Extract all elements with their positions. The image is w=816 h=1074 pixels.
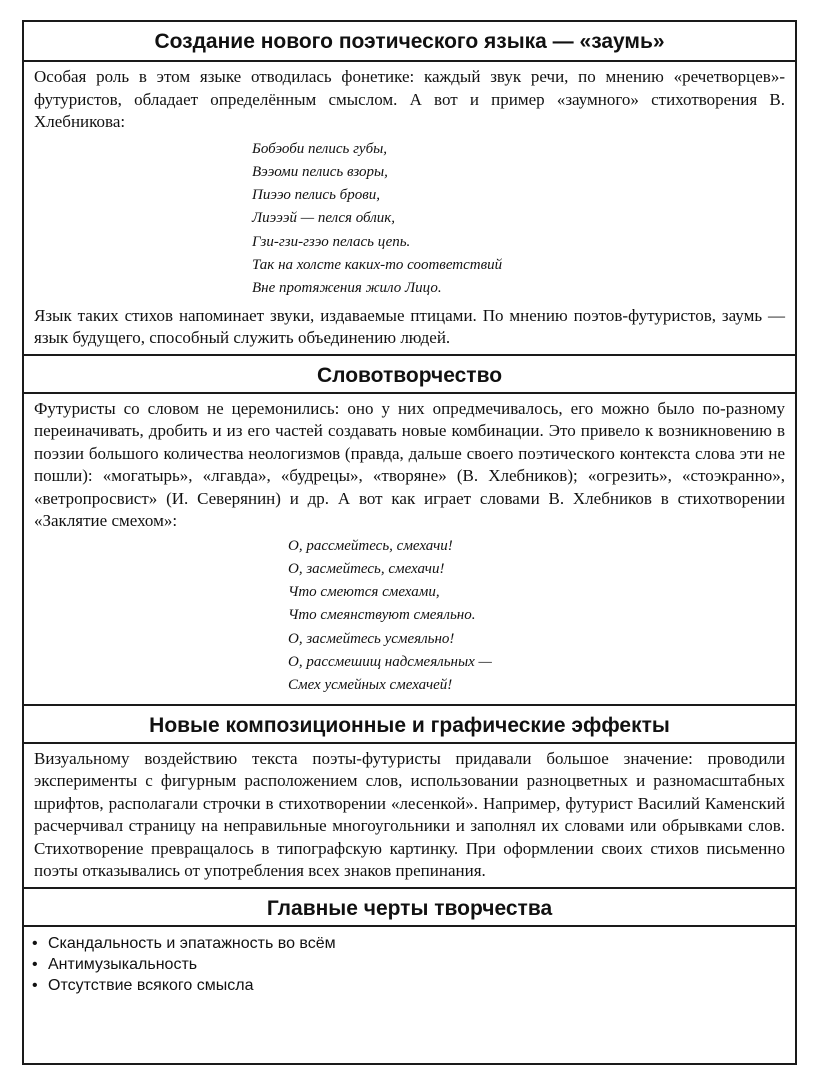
poem-line: Что смеются смехами, <box>288 584 440 601</box>
poem-line: Гзи-гзи-гзэо пелась цепь. <box>252 233 411 250</box>
section-title-graphic-effects: Новые композиционные и графические эффекты <box>24 704 795 744</box>
poem-khlebnikov-bobeobi <box>252 138 785 301</box>
paragraph-text: Визуальному воздействию текста поэты-футуристы придавали большое значение: проводили эксперименты с фигурным расположением слов, использовании разноцветных и разномасштабных шрифтов, располагали строчки в стихотворении «лесенкой». Например, футурист Василий Каменский расчерчивал страницу на неправильные многоугольники и заполнял их словами или обрывками слов. Стихотворение превращалось в типографскую картинку. При оформлении своих стихов письменно поэты отказывались от употребления всех знаков препинания. <box>34 748 785 881</box>
poem-khlebnikov-smekh <box>288 535 785 698</box>
paragraph-outro: Язык таких стихов напоминает звуки, издаваемые птицами. По мнению поэтов-футуристов, заумь — язык будущего, способный служить объединению людей. <box>34 305 785 348</box>
paragraph-intro: Футуристы со словом не церемонились: оно у них опредмечивалось, его можно было по-разному переиначивать, дробить и из его частей создавать новые комбинации. Это привело к возникновению в поэзии большого количества неологизмов (правда, дальше своего поэтического контекста слова эти не пошли): «могатырь», «лгавда», «будрецы», «творяне» (В. Хлебников); «огрезить», «стоэкранно», «ветропросвист» (И. Северянин) и др. А вот как играет словами В. Хлебников в стихотворении «Заклятие смехом»: <box>34 398 785 531</box>
list-item <box>32 933 795 954</box>
poem-line: Вне протяжения жило Лицо. <box>252 280 442 297</box>
list-item-label: Скандальность и эпатажность во всём <box>48 934 336 952</box>
poem-line: Лиэээй — пелся облик, <box>252 210 396 227</box>
poem-line: О, засмейтесь усмеяльно! <box>288 630 455 647</box>
section-title-main-features: Главные черты творчества <box>24 887 795 927</box>
poem-line: О, рассмешищ надсмеяльных — <box>288 654 492 671</box>
list-item <box>32 954 795 975</box>
poem-line: Что смеянствуют смеяльно. <box>288 607 476 624</box>
section-title-wordcreation: Словотворчество <box>24 354 795 394</box>
bullet-icon: • <box>32 976 38 994</box>
poem-line: О, рассмейтесь, смехачи! <box>288 537 453 554</box>
section-body-wordcreation <box>24 394 795 704</box>
list-item <box>32 975 795 996</box>
section-body-zaum <box>24 62 795 354</box>
list-item-label: Отсутствие всякого смысла <box>48 976 254 994</box>
poem-line: Так на холсте каких-то соответствий <box>252 256 503 273</box>
poem-line: Пиээо пелись брови, <box>252 187 380 204</box>
poem-line: Вээоми пелись взоры, <box>252 163 388 180</box>
section-body-graphic-effects <box>24 744 795 887</box>
document-table <box>22 20 797 1065</box>
feature-list <box>24 927 795 996</box>
bullet-icon: • <box>32 934 38 952</box>
section-title-zaum: Создание нового поэтического языка — «заумь» <box>24 22 795 62</box>
poem-line: О, засмейтесь, смехачи! <box>288 560 445 577</box>
poem-line: Бобэоби пелись губы, <box>252 140 388 157</box>
paragraph-intro: Особая роль в этом языке отводилась фонетике: каждый звук речи, по мнению «речетворцев»-футуристов, обладает определённым смыслом. А вот и пример «заумного» стихотворения В. Хлебникова: <box>34 67 785 131</box>
poem-line: Смех усмейных смехачей! <box>288 677 453 694</box>
bullet-icon: • <box>32 955 38 973</box>
list-item-label: Антимузыкальность <box>48 955 198 973</box>
